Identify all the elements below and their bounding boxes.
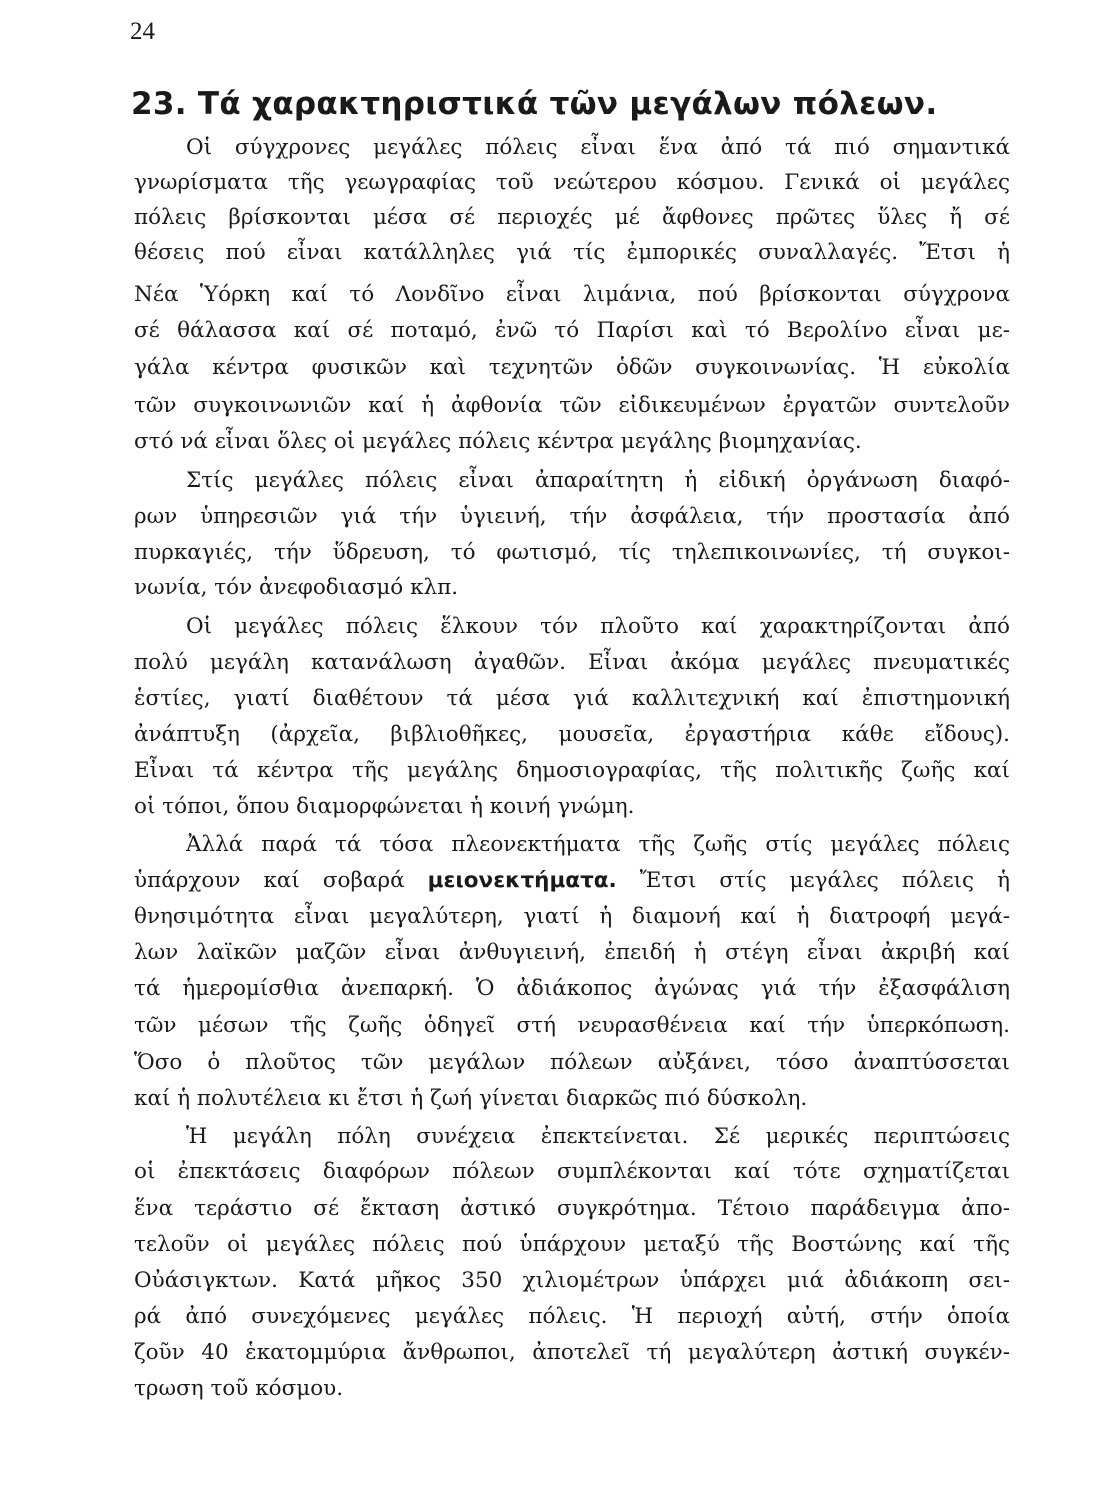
text-line: τελοῦν οἱ μεγάλες πόλεις πού ὑπάρχουν μεταξύ τῆς Βοστώνης καί τῆς: [134, 1232, 1010, 1257]
text-line: ρά ἀπό συνεχόμενες μεγάλες πόλεις. Ἡ περιοχή αὐτή, στήν ὁποία: [134, 1304, 1010, 1329]
text-line: [134, 868, 1010, 893]
text-line: πυρκαγιές, τήν ὕδρευση, τό φωτισμό, τίς τηλεπικοινωνίες, τή συγκοι-: [134, 540, 1010, 565]
text-line: στό νά εἶναι ὅλες οἱ μεγάλες πόλεις κέντρα μεγάλης βιομηχανίας.: [134, 429, 862, 454]
text-segment: ὑπάρχουν καί σοβαρά: [134, 868, 405, 893]
text-line: τῶν μέσων τῆς ζωῆς ὁδηγεῖ στή νευρασθένεια καί τήν ὑπερκόπωση.: [134, 1013, 1010, 1038]
page-number: 24: [130, 18, 155, 45]
text-line: Οἱ μεγάλες πόλεις ἕλκουν τόν πλοῦτο καί χαρακτηρίζονται ἀπό: [186, 614, 1010, 639]
text-line: Ὅσο ὁ πλοῦτος τῶν μεγάλων πόλεων αὐξάνει, τόσο ἀναπτύσσεται: [134, 1050, 1010, 1075]
text-line: σέ θάλασσα καί σέ ποταμό, ἐνῶ τό Παρίσι καὶ τό Βερολίνο εἶναι με-: [134, 318, 1010, 343]
text-line: Στίς μεγάλες πόλεις εἶναι ἀπαραίτητη ἡ εἰδική ὀργάνωση διαφό-: [186, 468, 1010, 493]
text-line: Νέα Ὑόρκη καί τό Λονδῖνο εἶναι λιμάνια, πού βρίσκονται σύγχρονα: [134, 282, 1010, 307]
text-line: γάλα κέντρα φυσικῶν καὶ τεχνητῶν ὁδῶν συγκοινωνίας. Ἡ εὐκολία: [134, 355, 1010, 380]
text-line: Οὐάσιγκτων. Κατά μῆκος 350 χιλιομέτρων ὑπάρχει μιά ἀδιάκοπη σει-: [134, 1268, 1010, 1293]
text-line: Ἀλλά παρά τά τόσα πλεονεκτήματα τῆς ζωῆς στίς μεγάλες πόλεις: [186, 832, 1010, 857]
text-line: λων λαϊκῶν μαζῶν εἶναι ἀνθυγιεινή, ἐπειδή ἡ στέγη εἶναι ἀκριβή καί: [134, 940, 1010, 965]
text-line: Ἡ μεγάλη πόλη συνέχεια ἐπεκτείνεται. Σέ μερικές περιπτώσεις: [186, 1124, 1010, 1149]
text-line: Οἱ σύγχρονες μεγάλες πόλεις εἶναι ἕνα ἀπό τά πιό σημαντικά: [186, 135, 1010, 160]
text-line: πόλεις βρίσκονται μέσα σέ περιοχές μέ ἄφθονες πρῶτες ὕλες ἤ σέ: [134, 205, 1010, 230]
text-line: οἱ ἐπεκτάσεις διαφόρων πόλεων συμπλέκονται καί τότε σχηματίζεται: [134, 1159, 1010, 1184]
text-line: ἀνάπτυξη (ἀρχεῖα, βιβλιοθῆκες, μουσεῖα, ἐργαστήρια κάθε εἴδους).: [134, 722, 1010, 747]
emphasized-term: μειονεκτήματα.: [427, 868, 617, 893]
text-line: θέσεις πού εἶναι κατάλληλες γιά τίς ἐμπορικές συναλλαγές. Ἔτσι ἡ: [134, 240, 1010, 265]
text-segment: Ἔτσι στίς μεγάλες πόλεις ἡ: [639, 868, 1010, 893]
text-line: θνησιμότητα εἶναι μεγαλύτερη, γιατί ἡ διαμονή καί ἡ διατροφή μεγά-: [134, 904, 1010, 929]
text-line: πολύ μεγάλη κατανάλωση ἀγαθῶν. Εἶναι ἀκόμα μεγάλες πνευματικές: [134, 650, 1010, 675]
text-line: τά ἡμερομίσθια ἀνεπαρκή. Ὁ ἀδιάκοπος ἀγώνας γιά τήν ἐξασφάλιση: [134, 976, 1010, 1001]
text-line: Εἶναι τά κέντρα τῆς μεγάλης δημοσιογραφίας, τῆς πολιτικῆς ζωῆς καί: [134, 758, 1010, 783]
text-line: γνωρίσματα τῆς γεωγραφίας τοῦ νεώτερου κόσμου. Γενικά οἱ μεγάλες: [134, 170, 1010, 195]
text-line: καί ἡ πολυτέλεια κι ἔτσι ἡ ζωή γίνεται διαρκῶς πιό δύσκολη.: [134, 1086, 808, 1111]
text-line: τῶν συγκοινωνιῶν καί ἡ ἀφθονία τῶν εἰδικευμένων ἐργατῶν συντελοῦν: [134, 393, 1010, 418]
text-line: τρωση τοῦ κόσμου.: [134, 1376, 344, 1401]
text-line: ἑστίες, γιατί διαθέτουν τά μέσα γιά καλλιτεχνική καί ἐπιστημονική: [134, 686, 1010, 711]
text-line: ζοῦν 40 ἑκατομμύρια ἄνθρωποι, ἀποτελεῖ τή μεγαλύτερη ἀστική συγκέν-: [134, 1340, 1010, 1365]
text-line: οἱ τόποι, ὅπου διαμορφώνεται ἡ κοινή γνώμη.: [134, 794, 635, 819]
text-line: ἕνα τεράστιο σέ ἔκταση ἀστικό συγκρότημα. Τέτοιο παράδειγμα ἀπο-: [134, 1196, 1010, 1221]
text-line: ρων ὑπηρεσιῶν γιά τήν ὑγιεινή, τήν ἀσφάλεια, τήν προστασία ἀπό: [134, 504, 1010, 529]
section-title: 23. Τά χαρακτηριστικά τῶν μεγάλων πόλεων.: [131, 86, 938, 122]
text-line: νωνία, τόν ἀνεφοδιασμό κλπ.: [134, 575, 459, 600]
